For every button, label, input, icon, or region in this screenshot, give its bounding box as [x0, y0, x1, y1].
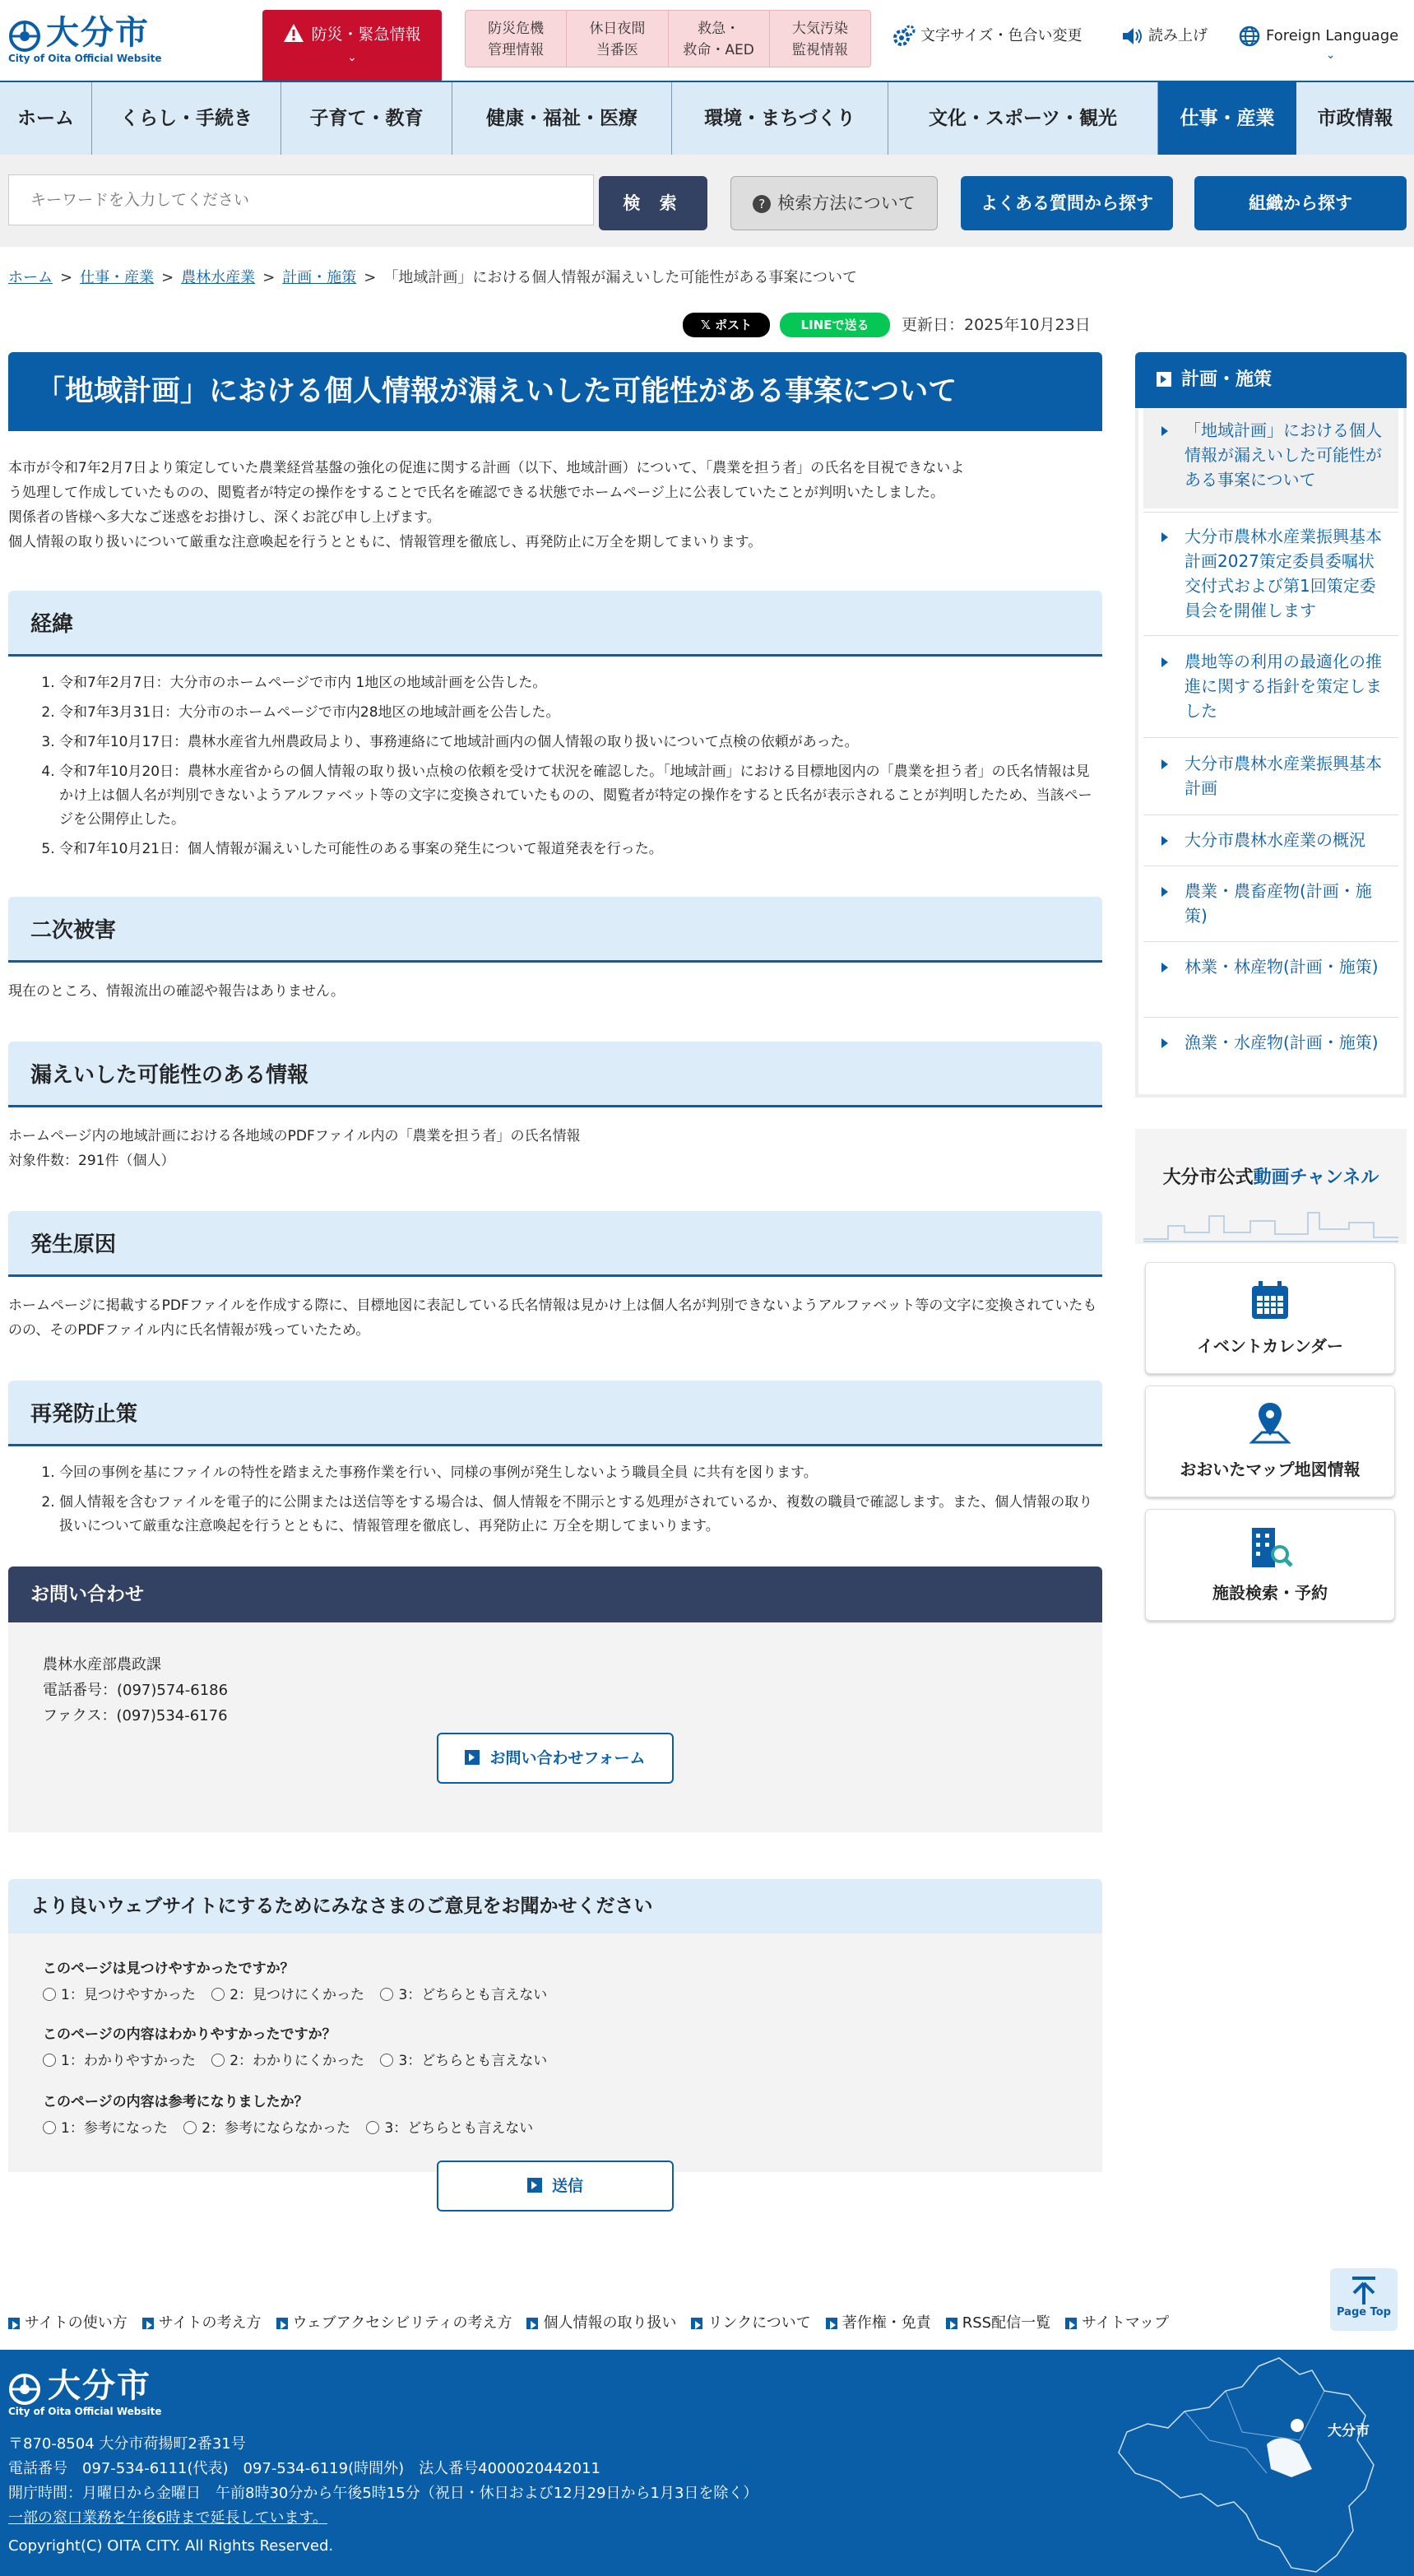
- building-search-icon: [1245, 1523, 1295, 1572]
- logo-emblem-icon: [8, 20, 41, 53]
- video-channel-banner[interactable]: 大分市公式動画チャンネル: [1135, 1129, 1407, 1244]
- emergency-label: 防災・緊急情報: [311, 26, 421, 44]
- background-list: [8, 671, 1102, 867]
- section-heading-secondary-damage: 二次被害: [8, 897, 1102, 963]
- updated-date: 更新日：2025年10月23日: [902, 316, 1091, 334]
- radio-option[interactable]: 2：見つけにくかった: [211, 1983, 364, 2007]
- feedback-question-2: このページの内容はわかりやすかったですか？: [43, 2026, 336, 2043]
- arrow-right-icon: [691, 2318, 702, 2329]
- breadcrumb-current: 「地域計画」における個人情報が漏えいした可能性がある事案について: [383, 269, 858, 286]
- read-aloud-link[interactable]: 読み上げ: [1120, 23, 1208, 49]
- faq-button[interactable]: よくある質問から探す: [961, 176, 1173, 230]
- arrow-right-icon: [1065, 2318, 1077, 2329]
- arrow-right-icon: [1157, 372, 1171, 387]
- nav-item-work[interactable]: 仕事・産業: [1158, 82, 1296, 155]
- link-holiday-doctor[interactable]: 休日夜間 当番医: [567, 11, 668, 67]
- section-heading-prevention: 再発防止策: [8, 1381, 1102, 1446]
- warning-icon: [283, 23, 304, 43]
- footer-link[interactable]: サイトの使い方: [8, 2314, 127, 2332]
- radio-option[interactable]: 1：見つけやすかった: [43, 1983, 196, 2007]
- map-pin-icon: [1245, 1399, 1295, 1449]
- feedback-question-3: このページの内容は参考になりましたか？: [43, 2094, 308, 2110]
- logo-name: 大分市: [46, 13, 150, 52]
- contact-box: [8, 1622, 1102, 1832]
- gear-icon: [892, 25, 916, 48]
- office-hours: 開庁時間：月曜日から金曜日 午前8時30分から午後5時15分（祝日・休日および12月29日から1月3日を除く）: [8, 2485, 758, 2502]
- sidebar-item-current[interactable]: 「地域計画」における個人情報が漏えいした可能性がある事案について: [1143, 408, 1398, 508]
- list-item: 1. 今回の事例を基にファイルの特性を踏まえた事務作業を行い、同様の事例が発生しないよう職員全員 に共有を図ります。: [59, 1461, 1102, 1485]
- radio-option[interactable]: 1：わかりやすかった: [43, 2049, 196, 2073]
- list-item: 5. 令和7年10月21日：個人情報が漏えいした可能性のある事案の発生について報道発表を行った。: [59, 838, 1102, 861]
- nav-item-health[interactable]: 健康・福祉・医療: [452, 82, 672, 155]
- sidebar-item-agriculture[interactable]: 農業・農畜産物(計画・施策): [1143, 879, 1398, 928]
- globe-icon: [1238, 25, 1261, 48]
- breadcrumb: ホーム > 仕事・産業 > 農林水産業 > 計画・施策 > 「地域計画」における個人情報が漏えいした可能性がある事案について: [8, 269, 858, 286]
- feedback-send-button[interactable]: 送信: [437, 2161, 674, 2212]
- emergency-info-button[interactable]: [262, 10, 442, 81]
- search-input[interactable]: [8, 174, 594, 225]
- list-item: 1. 令和7年2月7日：大分市のホームページで市内 1地区の地域計画を公告した。: [59, 671, 1102, 695]
- sidebar-item-plan-2027[interactable]: 大分市農林水産業振興基本計画2027策定委員委嘱状交付式および第1回策定委員会を開催します: [1143, 524, 1398, 623]
- arrow-right-icon: [142, 2318, 154, 2329]
- feedback-form: [8, 1933, 1102, 2172]
- kyushu-map-illustration: [1102, 2350, 1414, 2576]
- site-header: [0, 0, 1414, 81]
- radio-option[interactable]: 2：わかりにくかった: [211, 2049, 364, 2073]
- foreign-language-button[interactable]: Foreign Language ⌄: [1238, 23, 1398, 61]
- phone: 電話番号 097-534-6111(代表) 097-534-6119(時間外) 法人番号4000020442011: [8, 2460, 600, 2477]
- feedback-heading: より良いウェブサイトにするためにみなさまのご意見をお聞かせください: [8, 1879, 1102, 1933]
- event-calendar-tile[interactable]: [1145, 1262, 1395, 1374]
- link-emergency-aed[interactable]: 救急・ 救命・AED: [669, 11, 770, 67]
- list-item: 2. 個人情報を含むファイルを電子的に公開または送信等をする場合は、個人情報を不開示とする処理がされているか、複数の職員で確認します。また、個人情報の取り扱いについて厳重な注意喚起を行うとともに、情報管理を徹底し、再発防止に 万全を期してまいります。: [59, 1491, 1102, 1539]
- nav-item-environment[interactable]: 環境・まちづくり: [672, 82, 888, 155]
- radio-option[interactable]: 3：どちらとも言えない: [380, 1983, 547, 2007]
- chevron-down-icon: ⌄: [347, 51, 357, 64]
- arrow-right-icon: [465, 1750, 480, 1765]
- x-post-button[interactable]: 𝕏 ポスト: [683, 313, 770, 337]
- contact-form-button[interactable]: お問い合わせフォーム: [437, 1733, 674, 1784]
- cityscape-illustration: [1143, 1196, 1398, 1242]
- footer-link[interactable]: サイトの考え方: [142, 2314, 262, 2332]
- section-heading-background: 経緯: [8, 591, 1102, 657]
- breadcrumb-home[interactable]: ホーム: [8, 269, 53, 286]
- site-logo[interactable]: [8, 13, 160, 64]
- link-disaster-management[interactable]: 防災危機 管理情報: [466, 11, 567, 67]
- logo-emblem-icon: [8, 2373, 41, 2406]
- search-button[interactable]: 検 索: [599, 176, 707, 230]
- contact-fax: ファクス：(097)534-6176: [43, 1707, 228, 1724]
- nav-item-city-info[interactable]: 市政情報: [1317, 108, 1393, 129]
- search-bar: [0, 155, 1414, 247]
- nav-item-home[interactable]: ホーム: [0, 82, 92, 155]
- footer-link[interactable]: RSS配信一覧: [946, 2314, 1050, 2332]
- arrow-up-icon: [1347, 2275, 1380, 2306]
- contact-info: [43, 1652, 228, 1729]
- contact-tel: 電話番号：(097)574-6186: [43, 1682, 229, 1699]
- feedback-question-1: このページは見つけやすかったですか？: [43, 1961, 294, 1977]
- list-item: 3. 令和7年10月17日：農林水産省九州農政局より、事務連絡にて地域計画内の個人情報の取り扱いについて点検の依頼があった。: [59, 731, 1102, 754]
- page-title: 「地域計画」における個人情報が漏えいした可能性がある事案について: [8, 352, 1102, 431]
- facility-search-tile[interactable]: [1145, 1509, 1395, 1621]
- breadcrumb-agriculture[interactable]: 農林水産業: [181, 269, 256, 286]
- breadcrumb-plans[interactable]: 計画・施策: [282, 269, 357, 286]
- arrow-right-icon: [826, 2318, 837, 2329]
- section-heading-leaked-info: 漏えいした可能性のある情報: [8, 1042, 1102, 1107]
- footer-link[interactable]: 個人情報の取り扱い: [526, 2314, 676, 2332]
- leaked-info-text: ホームページ内の地域計画における各地域のPDFファイル内の「農業を担う者」の氏名情報 対象件数：291件（個人）: [8, 1128, 581, 1169]
- list-item: 2. 令和7年3月31日：大分市のホームページで市内28地区の地域計画を公告した。: [59, 701, 1102, 725]
- footer-link[interactable]: サイトマップ: [1065, 2314, 1169, 2332]
- nav-item-living[interactable]: くらし・手続き: [92, 82, 281, 155]
- speaker-icon: [1120, 25, 1143, 48]
- org-search-button[interactable]: 組織から探す: [1194, 176, 1407, 230]
- logo-subtitle: City of Oita Official Website: [8, 53, 162, 64]
- text-size-color-link[interactable]: 文字サイズ・色合い変更: [892, 23, 1083, 49]
- arrow-right-icon: [8, 2318, 20, 2329]
- footer-link[interactable]: ウェブアクセシビリティの考え方: [276, 2314, 512, 2332]
- feedback-options-1: [43, 1983, 559, 2007]
- extension-link[interactable]: 一部の窓口業務を午後6時まで延長しています。: [8, 2509, 328, 2527]
- radio-option[interactable]: 3：どちらとも言えない: [380, 2049, 547, 2073]
- footer-address: [8, 2432, 758, 2559]
- intro-text: 本市が令和7年2月7日より策定していた農業経営基盤の強化の促進に関する計画（以下、地域計画）について、「農業を担う者」の氏名を目視できないよ う処理して作成していたものの、閲覧者が特定の操作をすることで氏名を確認できる状態でホームページ上に公表していたことが判明いたしました。 関係者の皆様へ多大なご迷惑をお掛けし、深くお詫び申し上げます。 個人情報の取り扱いについて厳重な注意喚起を行うとともに、情報管理を徹底し、再発防止に万全を期してまいります。: [8, 460, 965, 550]
- sidebar-heading: 計画・施策: [1135, 352, 1407, 408]
- tile-label: おおいたマップ地図情報: [1180, 1460, 1361, 1479]
- link-air-pollution[interactable]: 大気汚染 監視情報: [791, 21, 848, 58]
- tile-label: 施設検索・予約: [1212, 1583, 1328, 1603]
- arrow-right-icon: [946, 2318, 957, 2329]
- nav-item-culture[interactable]: 文化・スポーツ・観光: [888, 82, 1158, 155]
- radio-option[interactable]: 1：参考になった: [43, 2116, 168, 2141]
- arrow-right-icon: [526, 2318, 538, 2329]
- footer-links: [8, 2310, 1184, 2337]
- radio-option[interactable]: 2：参考にならなかった: [183, 2116, 350, 2141]
- list-item: 4. 令和7年10月20日：農林水産省からの個人情報の取り扱い点検の依頼を受けて状況を確認した。「地域計画」における目標地図内の「農業を担う者」の氏名情報は見かけ上は個人名が判別できないようアルファベット等の文字に変換されていたものの、閲覧者が特定の操作をすると氏名が表示されることが判明したため、当該ページを公開停止した。: [59, 760, 1102, 832]
- sidebar-item-farmland-policy[interactable]: 農地等の利用の最適化の推進に関する指針を策定しました: [1143, 649, 1398, 723]
- radio-option[interactable]: 3：どちらとも言えない: [366, 2116, 533, 2141]
- question-icon: ?: [753, 195, 771, 213]
- sidebar-item-fishery[interactable]: 漁業・水産物(計画・施策): [1143, 1030, 1398, 1055]
- calendar-icon: [1245, 1276, 1295, 1325]
- footer-link[interactable]: リンクについて: [691, 2314, 810, 2332]
- secondary-damage-text: 現在のところ、情報流出の確認や報告はありません。: [8, 983, 345, 1000]
- sidebar-item-forestry[interactable]: 林業・林産物(計画・施策): [1143, 954, 1398, 979]
- line-share-button[interactable]: LINEで送る: [780, 313, 890, 337]
- arrow-right-icon: [527, 2178, 542, 2193]
- sidebar-item-overview[interactable]: 大分市農林水産業の概況: [1143, 828, 1398, 852]
- feedback-options-2: [43, 2049, 559, 2073]
- map-label: 大分市: [1328, 2423, 1370, 2439]
- map-info-tile[interactable]: [1145, 1385, 1395, 1497]
- footer-link[interactable]: 著作権・免責: [826, 2314, 931, 2332]
- address: 〒870-8504 大分市荷揚町2番31号: [8, 2435, 246, 2453]
- feedback-options-3: [43, 2116, 545, 2141]
- contact-dept: 農林水産部農政課: [43, 1656, 161, 1673]
- search-help-button[interactable]: ? 検索方法について: [730, 176, 938, 230]
- sidebar-list: [1135, 408, 1407, 1098]
- site-footer: 大分市 City of Oita Official Website 〒870-8504 大分市荷揚町2番31号 電話番号 097-534-6111(代表) 097-534-6119(時間外) 法人番号4000020442011 開庁時間：月曜日から金曜日 午前8時30分から午後5時15分（祝日・休日および12月29日から1月3日を除く） 一部の窓口業務を午後6時まで延長しています。 Copyright(C) OITA CITY. All Rights Reserved. 大分市: [0, 2350, 1414, 2576]
- contact-heading: お問い合わせ: [8, 1566, 1102, 1622]
- breadcrumb-work[interactable]: 仕事・産業: [80, 269, 155, 286]
- copyright: Copyright(C) OITA CITY. All Rights Reserved.: [8, 2537, 334, 2555]
- sidebar-item-basic-plan[interactable]: 大分市農林水産業振興基本計画: [1143, 751, 1398, 801]
- chevron-down-icon: ⌄: [1325, 49, 1336, 62]
- emergency-links: [465, 10, 871, 67]
- prevention-list: [8, 1461, 1102, 1544]
- arrow-right-icon: [276, 2318, 288, 2329]
- tile-label: イベントカレンダー: [1196, 1336, 1344, 1356]
- section-heading-cause: 発生原因: [8, 1211, 1102, 1277]
- cause-text: ホームページに掲載するPDFファイルを作成する際に、目標地図に表記している氏名情報は見かけ上は個人名が判別できないようアルファベット等の文字に変換されていたものの、そのPDFファイル内に氏名情報が残っていたため。: [8, 1297, 1097, 1339]
- nav-item-childcare[interactable]: 子育て・教育: [281, 82, 452, 155]
- global-nav: [0, 81, 1414, 155]
- page-top-button[interactable]: Page Top: [1330, 2268, 1398, 2331]
